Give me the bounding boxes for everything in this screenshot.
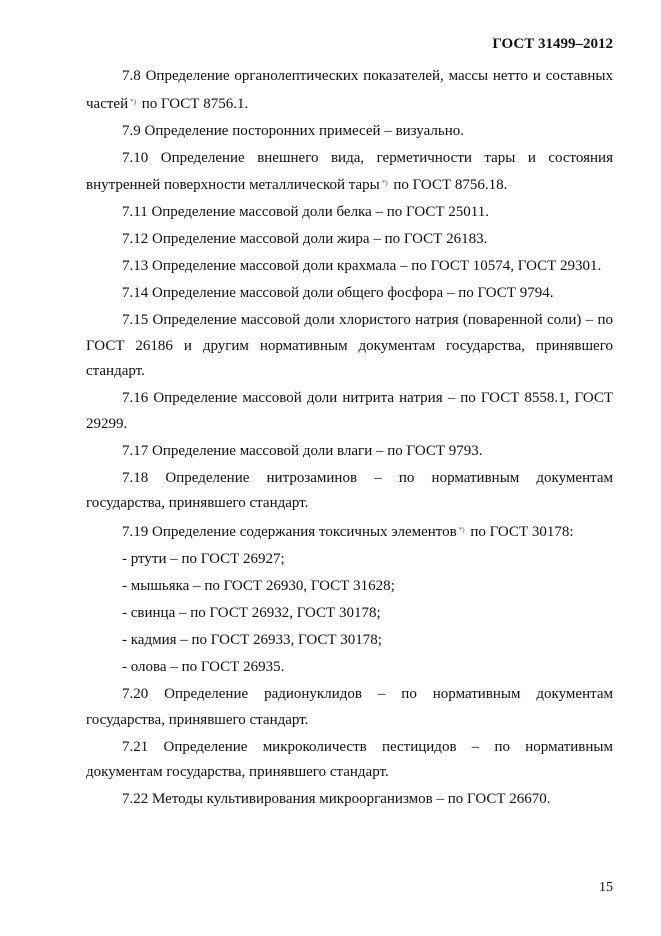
section-7-15: 7.15 Определение массовой доли хлористого натрия (поваренной соли) – по ГОСТ 26186 и другим нормативным документам государства, принявшего стандарт. <box>86 312 613 379</box>
section-7-11: 7.11 Определение массовой доли белка – по ГОСТ 25011. <box>122 204 489 220</box>
list-item: - мышьяка – по ГОСТ 26930, ГОСТ 31628; <box>122 578 395 594</box>
list-item: - ртути – по ГОСТ 26927; <box>122 551 285 567</box>
list-item: - кадмия – по ГОСТ 26933, ГОСТ 30178; <box>122 632 382 648</box>
section-7-16: 7.16 Определение массовой доли нитрита натрия – по ГОСТ 8558.1, ГОСТ 29299. <box>86 390 613 432</box>
footnote-mark: *) <box>130 97 136 106</box>
section-7-9: 7.9 Определение посторонних примесей – визуально. <box>122 122 464 139</box>
section-7-17: 7.17 Определение массовой доли влаги – по ГОСТ 9793. <box>122 442 483 459</box>
section-7-18: 7.18 Определение нитрозаминов – по нормативным документам государства, принявшего стандарт. <box>86 469 613 511</box>
section-7-13: 7.13 Определение массовой доли крахмала – по ГОСТ 10574, ГОСТ 29301. <box>122 258 602 274</box>
section-7-22: 7.22 Методы культивирования микроорганизмов – по ГОСТ 26670. <box>122 791 551 807</box>
section-7-21: 7.21 Определение микроколичеств пестицидов – по нормативным документам государства, принявшего стандарт. <box>86 738 613 780</box>
list-item: - олова – по ГОСТ 26935. <box>122 659 285 675</box>
section-7-8: 7.8 Определение органолептических показателей, массы нетто и составных частей *) по ГОСТ 8756.1. <box>86 68 613 112</box>
section-7-20: 7.20 Определение радионуклидов – по нормативным документам государства, принявшего стандарт. <box>86 686 613 728</box>
document-body <box>86 64 613 813</box>
document-header: ГОСТ 31499–2012 <box>492 36 613 52</box>
footnote-mark: *) <box>458 526 465 534</box>
section-7-14: 7.14 Определение массовой доли общего фосфора – по ГОСТ 9794. <box>122 285 554 301</box>
section-7-10: 7.10 Определение внешнего вида, герметичности тары и состояния внутренней поверхности металлической тары *) по ГОСТ 8756.18. <box>86 149 613 193</box>
section-7-12: 7.12 Определение массовой доли жира – по ГОСТ 26183. <box>122 231 488 247</box>
footnote-mark: *) <box>381 179 388 187</box>
page-number: 15 <box>599 880 613 895</box>
section-7-19: 7.19 Определение содержания токсичных элементов *) по ГОСТ 30178: <box>122 524 574 540</box>
list-item: - свинца – по ГОСТ 26932, ГОСТ 30178; <box>122 605 381 621</box>
